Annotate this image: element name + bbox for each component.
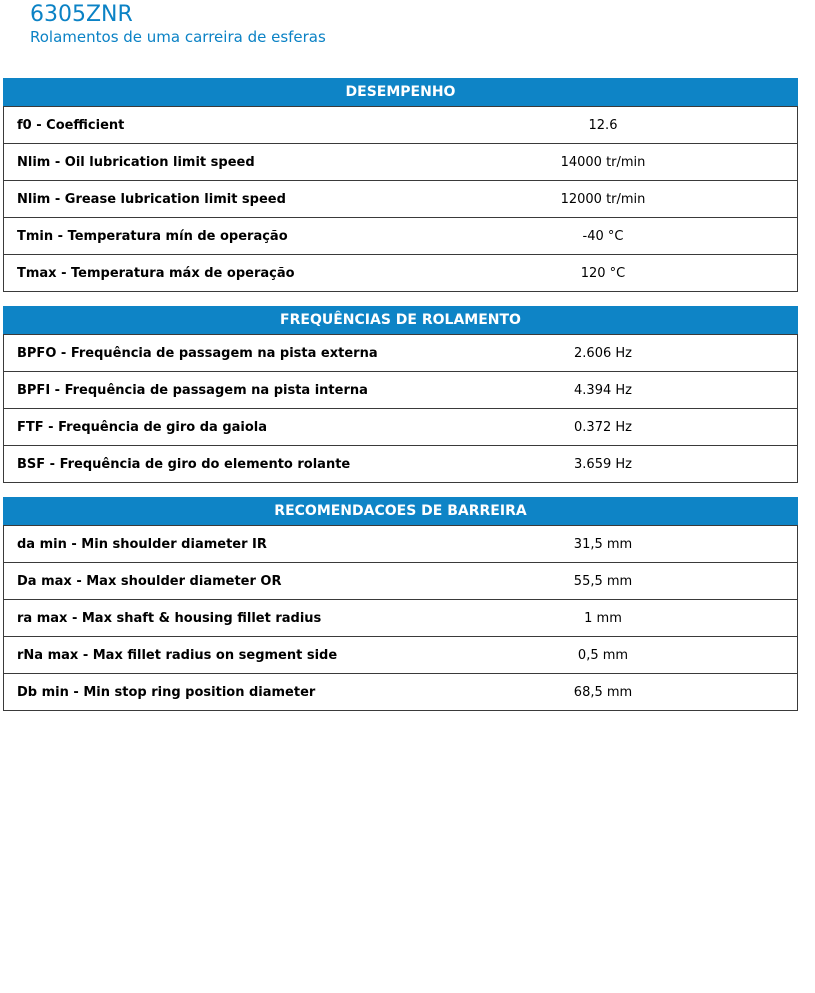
table-row xyxy=(4,107,798,144)
spec-label: Da max - Max shoulder diameter OR xyxy=(4,563,410,600)
spec-value: 68,5 mm xyxy=(409,674,798,711)
spec-label: BSF - Frequência de giro do elemento rolante xyxy=(4,446,410,483)
spec-value: 4.394 Hz xyxy=(409,372,798,409)
table-row xyxy=(4,446,798,483)
spec-label: FTF - Frequência de giro da gaiola xyxy=(4,409,410,446)
spec-value: 14000 tr/min xyxy=(409,144,798,181)
table-row xyxy=(4,335,798,372)
table-row xyxy=(4,255,798,292)
table-row xyxy=(4,637,798,674)
spec-label: Nlim - Grease lubrication limit speed xyxy=(4,181,410,218)
spec-value: 3.659 Hz xyxy=(409,446,798,483)
spec-value: 1 mm xyxy=(409,600,798,637)
spec-label: rNa max - Max fillet radius on segment side xyxy=(4,637,410,674)
spec-table xyxy=(3,334,798,483)
section-recomendacoes xyxy=(3,497,798,711)
section-title: RECOMENDACOES DE BARREIRA xyxy=(3,497,798,525)
section-desempenho xyxy=(3,78,798,292)
spec-label: Db min - Min stop ring position diameter xyxy=(4,674,410,711)
table-row xyxy=(4,144,798,181)
table-row xyxy=(4,181,798,218)
page-header xyxy=(30,2,326,46)
spec-label: f0 - Coefficient xyxy=(4,107,410,144)
spec-label: Tmax - Temperatura máx de operação xyxy=(4,255,410,292)
spec-label: da min - Min shoulder diameter IR xyxy=(4,526,410,563)
product-code: 6305ZNR xyxy=(30,2,133,27)
spec-value: -40 °C xyxy=(409,218,798,255)
table-row xyxy=(4,409,798,446)
spec-table xyxy=(3,106,798,292)
spec-value: 31,5 mm xyxy=(409,526,798,563)
spec-value: 12.6 xyxy=(409,107,798,144)
spec-label: Nlim - Oil lubrication limit speed xyxy=(4,144,410,181)
spec-value: 12000 tr/min xyxy=(409,181,798,218)
table-row xyxy=(4,218,798,255)
section-title: DESEMPENHO xyxy=(3,78,798,106)
section-frequencias xyxy=(3,306,798,483)
section-title: FREQUÊNCIAS DE ROLAMENTO xyxy=(3,306,798,334)
table-row xyxy=(4,563,798,600)
spec-value: 2.606 Hz xyxy=(409,335,798,372)
spec-label: Tmin - Temperatura mín de operação xyxy=(4,218,410,255)
spec-label: BPFO - Frequência de passagem na pista externa xyxy=(4,335,410,372)
spec-value: 0.372 Hz xyxy=(409,409,798,446)
product-subtitle: Rolamentos de uma carreira de esferas xyxy=(30,28,326,46)
spec-label: ra max - Max shaft & housing fillet radius xyxy=(4,600,410,637)
table-row xyxy=(4,372,798,409)
spec-table xyxy=(3,525,798,711)
spec-value: 0,5 mm xyxy=(409,637,798,674)
table-row xyxy=(4,600,798,637)
spec-value: 55,5 mm xyxy=(409,563,798,600)
spec-label: BPFI - Frequência de passagem na pista interna xyxy=(4,372,410,409)
table-row xyxy=(4,526,798,563)
table-row xyxy=(4,674,798,711)
spec-value: 120 °C xyxy=(409,255,798,292)
